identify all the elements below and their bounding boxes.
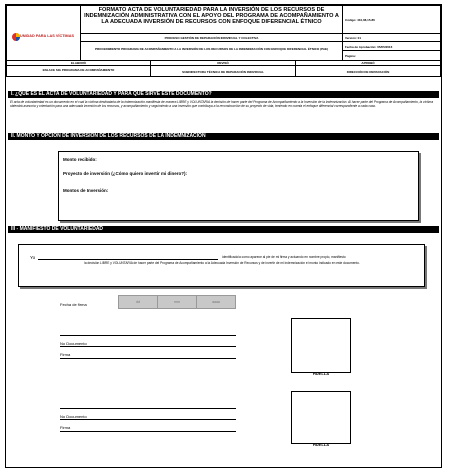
form-title: FORMATO ACTA DE VOLUNTARIEDAD PARA LA INVERSIÓN DE LOS RECURSOS DE INDEMNIZACIÓN ADMINISTRATIVA CON EL APOYO DEL PROGRAMA DE ACOMPAÑAMIENTO A LA ADECUADA INVERSIÓN DE RECURSOS CON ENFOQUE DIFERENCIAL ÉTNICO — [84, 7, 339, 26]
investment-box — [58, 151, 419, 221]
day-field[interactable]: dd — [118, 295, 158, 309]
approval-header-reviso: REVISÓ — [150, 60, 296, 66]
section-1-body: El acta de voluntariedad es un documento en el cual la víctima destinataria de la indemnización manifiesta de manera LIBRE y VOLUNTARIA la decisión de hacer parte del Programa de Acompañamiento a la Inversión de la Indemnización. Al hacer parte del Programa de Acompañamiento, la víctima obtendrá asesoría y orientación para una adecuada inversión de los recursos, y acompañamiento y seguimiento a una inversión que contribuya a la reconstrucción de su proyecto de vida, teniendo en cuenta el enfoque diferencial correspondiente a cada caso. — [10, 100, 434, 109]
huella-label-1: HUELLA — [312, 371, 330, 376]
fingerprint-box-1[interactable] — [291, 318, 351, 373]
name-line[interactable] — [38, 259, 218, 260]
manifesto-box — [18, 244, 425, 287]
firma-line-1[interactable] — [60, 358, 236, 359]
process-cell: PROCESO GESTIÓN DE REPARACIÓN INDIVIDUAL Y COLECTIVA — [80, 33, 343, 42]
firma-label-2: Firma — [60, 425, 71, 430]
date-cell: Fecha de Aprobación: 05/05/2016 — [342, 41, 441, 51]
approval-value-reviso: SUBDIRECTORA TÉCNICA DE REPARACIÓN INDIVIDUAL — [150, 65, 296, 77]
no-documento-label-2: No Documento — [60, 414, 87, 419]
year-field[interactable]: aaaa — [196, 295, 236, 309]
approval-header-aprobo: APROBÓ — [295, 60, 441, 66]
logo-text: UNIDAD PARA LAS VÍCTIMAS — [20, 34, 74, 38]
procedure-cell: PROCEDIMIENTO PROGRAMA DE ACOMPAÑAMIENTO A LA INVERSIÓN DE LOS RECURSOS DE LA INDEMNIZACIÓN CON ENFOQUE DIFERENCIAL ÉTNICO (PAE) — [80, 41, 343, 61]
approval-value-elaboro: ENLACE SIG PROGRAMA DE ACOMPAÑAMIENTO — [6, 65, 151, 77]
yo-label: Yo — [30, 255, 36, 260]
fecha-firma-label: Fecha de firma — [60, 302, 87, 307]
approval-header-elaboro: ELABORÓ — [6, 60, 151, 66]
firma-label-1: Firma — [60, 352, 71, 357]
document-line-1[interactable] — [60, 346, 236, 347]
huella-label-2: HUELLA — [312, 442, 330, 447]
fingerprint-box-2[interactable] — [291, 391, 351, 444]
manifesto-text-2: la decisión LIBRE y VOLUNTARIA de hacer parte del Programa de Acompañamiento a la Adecuada Inversión de Recursos y de invertir de mi indemnización el monto indicado en este documento. — [84, 261, 360, 265]
manifesto-text-1: identificado/a como aparece al pie de mi firma y actuando en nombre propio, manifiesto — [222, 255, 346, 259]
firma-line-2[interactable] — [60, 431, 236, 432]
signature-line-1[interactable] — [60, 335, 236, 336]
montos-inversion-label: Montos de Inversión: — [63, 188, 109, 193]
proyecto-inversion-label: Proyecto de inversión (¿Cómo quiero invertir mi dinero?): — [63, 171, 188, 176]
title-cell — [80, 5, 343, 34]
document-line-2[interactable] — [60, 419, 236, 420]
month-field[interactable]: mm — [157, 295, 197, 309]
monto-recibido-label: Monto recibido: — [63, 157, 97, 162]
logo-cell — [6, 5, 81, 61]
document-page — [5, 4, 442, 468]
approval-value-aprobo: DIRECCIÓN DE REPARACIÓN — [295, 65, 441, 77]
header-table — [6, 5, 441, 61]
code-cell: Código: 410,08,15-86 — [342, 5, 441, 34]
section-3-title: III - MANIFIESTO DE VOLUNTARIEDAD — [8, 226, 439, 233]
section-2-title: II. MONTO Y OPCIÓN DE INVERSIÓN DE LOS RECURSOS DE LA INDEMNIZACIÓN — [8, 133, 439, 140]
section-1-title: I. ¿QUÉ ES EL ACTA DE VOLUNTARIEDAD Y PARA QUÉ SIRVE ESTE DOCUMENTO? — [8, 91, 439, 98]
version-cell: Versión: 01 — [342, 33, 441, 42]
page-cell: Página: — [342, 50, 441, 61]
signature-line-2[interactable] — [60, 408, 236, 409]
no-documento-label-1: No Documento — [60, 341, 87, 346]
